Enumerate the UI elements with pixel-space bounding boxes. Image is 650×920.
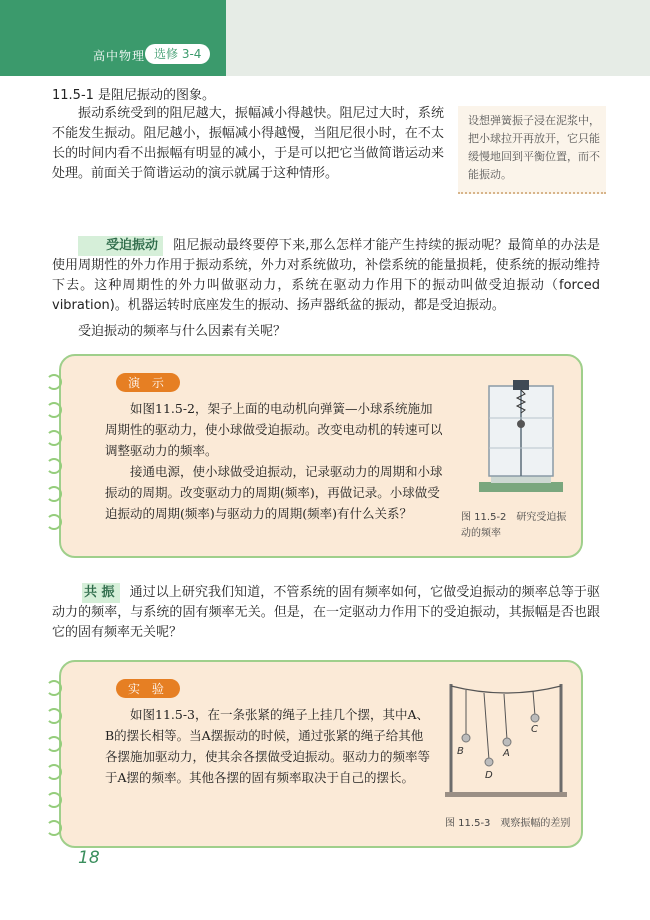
book-title: 高中物理 [93, 49, 146, 63]
experiment-figure-caption: 图 11.5-3 观察振幅的差别 [445, 818, 571, 829]
resonance-paragraph [52, 583, 600, 643]
experiment-text [105, 704, 435, 788]
spiral-binding [46, 374, 74, 542]
resonance-text: 通过以上研究我们知道，不管系统的固有频率如何，它做受迫振动的频率总等于驱动力的频率，与系统的固有频率无关。但是，在一定驱动力作用下的受迫振动，其振幅是否也跟它的固有频率无关呢？ [52, 585, 600, 640]
side-note-text: 设想弹簧振子浸在泥浆中，把小球拉开再放开，它只能缓慢地回到平衡位置，而不能振动。 [468, 114, 600, 181]
spiral-binding [46, 680, 74, 848]
experiment-tag: 实 验 [116, 679, 180, 698]
demo-figure-caption-text: 研究受迫振动的频率 [461, 512, 567, 539]
demo-figure-caption [461, 510, 571, 542]
pendulum-label-b: B [457, 746, 464, 757]
forced-question: 受迫振动的频率与什么因素有关呢？ [78, 324, 287, 339]
side-note [458, 106, 606, 194]
pendulum-label-c: C [531, 724, 538, 735]
volume-badge: 选修 3-4 [145, 44, 210, 64]
demo-text [105, 398, 443, 524]
header-green-block [0, 0, 226, 76]
experiment-box [59, 660, 583, 848]
demo-paragraph-2: 接通电源，使小球做受迫振动，记录驱动力的周期和小球振动的周期。改变驱动力的周期(频率)，再做记录。小球做受迫振动的周期(频率)与驱动力的周期(频率)有什么关系？ [105, 464, 443, 521]
forced-vibration-term: 受迫振动 [78, 236, 163, 256]
pendulum-label-a: A [503, 748, 510, 759]
forced-vibration-paragraph [52, 236, 600, 316]
page-number: 18 [78, 848, 100, 868]
demo-paragraph-1: 如图11.5-2，架子上面的电动机向弹簧—小球系统施加周期性的驱动力，使小球做受迫振动。改变电动机的转速可以调整驱动力的频率。 [105, 401, 443, 458]
demo-tag: 演 示 [116, 373, 180, 392]
damping-paragraph: 振动系统受到的阻尼越大，振幅减小得越快。阻尼过大时，系统不能发生振动。阻尼越小，振幅减小得越慢，当阻尼很小时，在不太长的时间内看不出振幅有明显的减小，于是可以把它当做简谐运动来处理。前面关于简谐运动的演示就属于这种情形。 [52, 106, 444, 181]
pendulums-figure [441, 676, 571, 806]
intro-line: 11.5-1 是阻尼振动的图象。 [52, 88, 216, 103]
demo-box [59, 354, 583, 558]
resonance-term: 共 振 [82, 583, 120, 603]
forced-vibration-text: 阻尼振动最终要停下来,那么怎样才能产生持续的振动呢？最简单的办法是使用周期性的外力作用于振动系统，外力对系统做功，补偿系统的能量损耗，使系统的振动维持下去。这种周期性的外力叫做驱动力，系统在驱动力作用下的振动叫做受迫振动（forced vibration)。机器运转时底座发生的振动、扬声器纸盆的振动，都是受迫振动。 [52, 238, 600, 313]
forced-vibration-apparatus-figure [471, 378, 571, 498]
pendulum-label-d: D [485, 770, 493, 781]
demo-figure-number: 图 11.5-2 [461, 512, 507, 523]
experiment-paragraph: 如图11.5-3，在一条张紧的绳子上挂几个摆，其中A、B的摆长相等。当A摆振动的时候，通过张紧的绳子给其他各摆施加驱动力，使其余各摆做受迫振动。驱动力的频率等于A摆的频率。其他各摆的固有频率取决于自己的摆长。 [105, 707, 431, 785]
